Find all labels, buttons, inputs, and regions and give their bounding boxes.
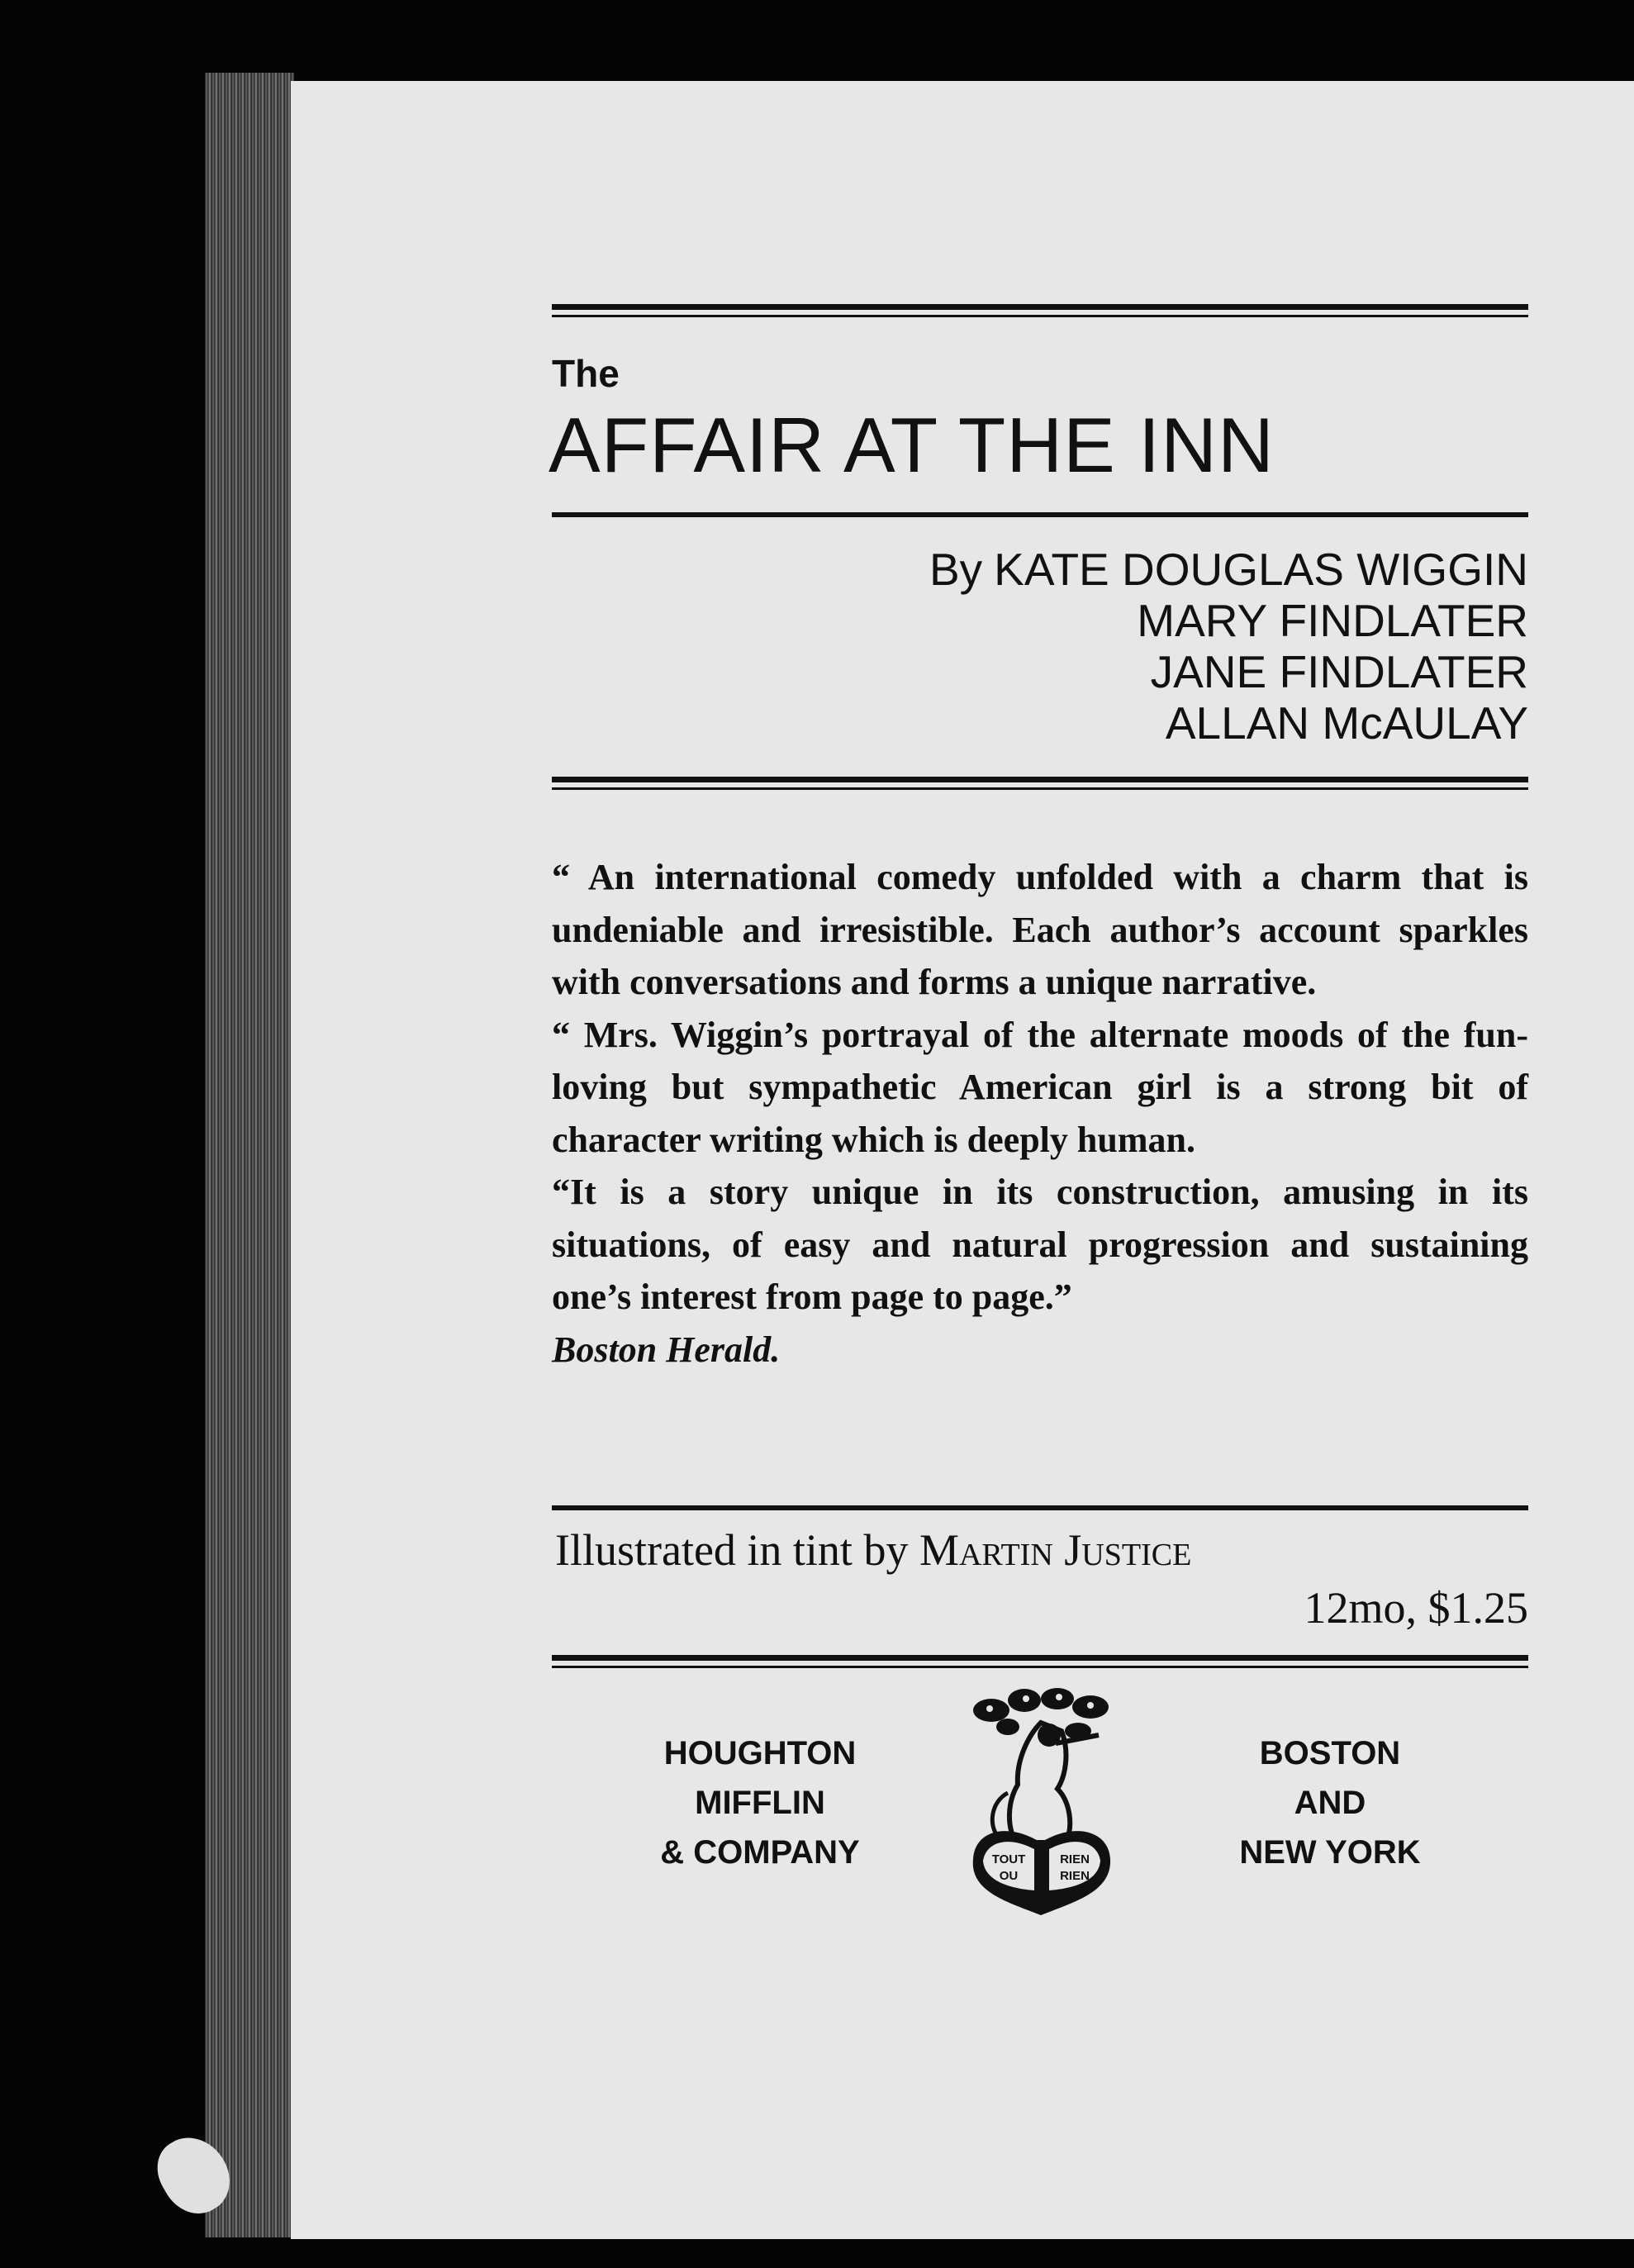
illustration-credit [555, 1524, 1191, 1576]
author-list [768, 544, 1528, 749]
review-source: Boston Herald. [552, 1329, 781, 1370]
authors-double-rule [552, 777, 1528, 790]
illustrator-name: Martin Justice [919, 1525, 1192, 1575]
review-quote [552, 851, 1528, 1376]
emblem-text: RIEN [1060, 1852, 1090, 1866]
illustrated-prefix: Illustrated in tint by [555, 1525, 909, 1575]
location-line: AND [1294, 1785, 1366, 1821]
author-line-1 [768, 544, 1528, 595]
format-price: 12mo, $1.25 [1304, 1583, 1528, 1633]
top-double-rule [552, 304, 1528, 317]
by-label: By [929, 544, 983, 595]
book-title: AFFAIR AT THE INN [549, 402, 1275, 488]
emblem-text: OU [999, 1869, 1019, 1883]
review-paragraph: “ An international comedy unfolded with a charm that is undeniable and irresistible. Each author’s account sparkles with conversations and forms a unique narrative. [552, 857, 1528, 1002]
location-line: BOSTON [1259, 1735, 1401, 1771]
title-article: The [552, 352, 620, 395]
author-name: MARY FINDLATER [1137, 595, 1528, 646]
location-line: NEW YORK [1239, 1834, 1421, 1871]
bottom-double-rule [552, 1655, 1528, 1668]
publisher-line: MIFFLIN [695, 1785, 825, 1821]
publisher-location [1190, 1728, 1470, 1877]
title-rule [552, 512, 1528, 517]
publisher-name [620, 1728, 900, 1877]
review-rule [552, 1505, 1528, 1510]
book-page-edge [205, 73, 294, 2237]
author-name: ALLAN McAULAY [1165, 697, 1528, 749]
publisher-line: & COMPANY [660, 1834, 860, 1871]
publisher-line: HOUGHTON [663, 1735, 857, 1771]
emblem-text: TOUT [991, 1852, 1026, 1866]
review-paragraph: “It is a story unique in its construction, amusing in its situations, of easy and natural progression and sustaining one’s interest from page to page.” [552, 1172, 1528, 1317]
author-name: JANE FINDLATER [1150, 646, 1528, 697]
review-paragraph: “ Mrs. Wiggin’s portrayal of the alternate moods of the fun-loving but sympathetic American girl is a strong bit of character writing which is deeply human. [552, 1014, 1528, 1160]
author-name: KATE DOUGLAS WIGGIN [994, 544, 1528, 595]
publisher-emblem-icon [958, 1686, 1123, 1917]
emblem-text: RIEN [1060, 1869, 1090, 1883]
